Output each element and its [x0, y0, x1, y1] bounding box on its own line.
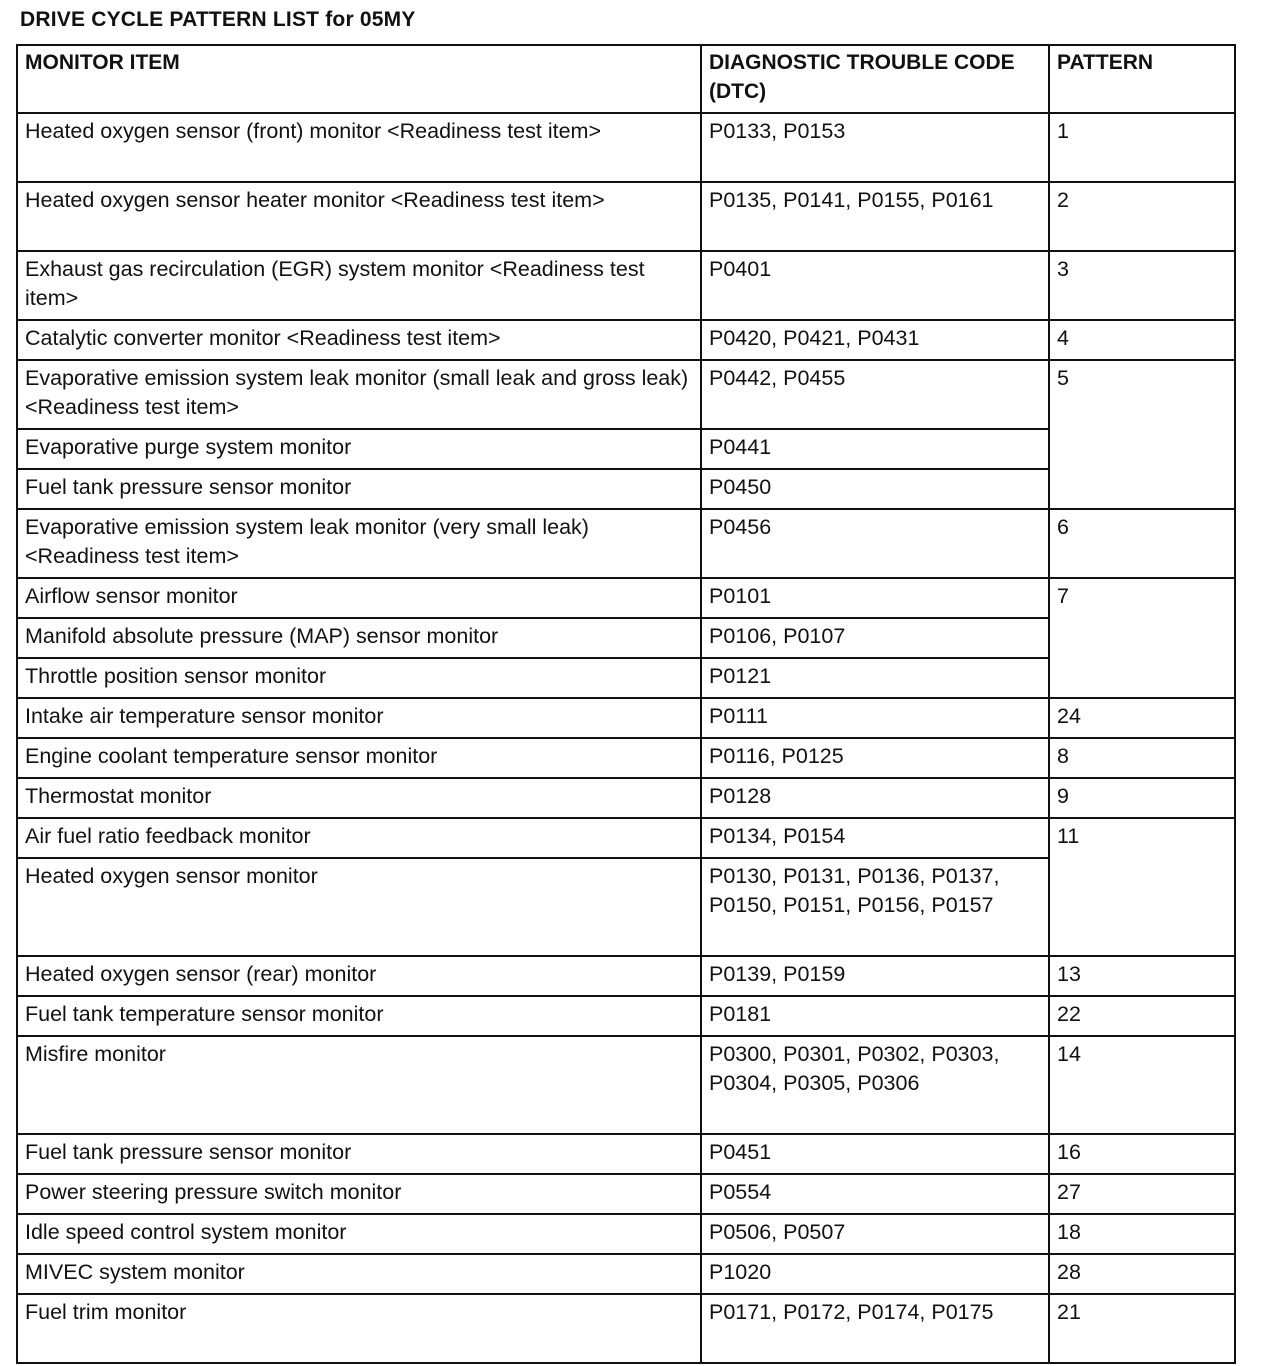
table-row	[17, 1294, 1235, 1363]
pattern-cell: 27	[1049, 1174, 1235, 1214]
table-row	[17, 818, 1235, 858]
table-row	[17, 996, 1235, 1036]
table-row	[17, 738, 1235, 778]
pattern-cell: 8	[1049, 738, 1235, 778]
monitor-cell: Misfire monitor	[17, 1036, 701, 1134]
pattern-cell: 11	[1049, 818, 1235, 956]
monitor-cell: Evaporative emission system leak monitor (small leak and gross leak) <Readiness test item>	[17, 360, 701, 429]
pattern-cell: 14	[1049, 1036, 1235, 1134]
monitor-cell: Power steering pressure switch monitor	[17, 1174, 701, 1214]
pattern-cell: 21	[1049, 1294, 1235, 1363]
dtc-cell: P0300, P0301, P0302, P0303, P0304, P0305, P0306	[701, 1036, 1049, 1134]
monitor-cell: Heated oxygen sensor monitor	[17, 858, 701, 956]
dtc-cell: P0451	[701, 1134, 1049, 1174]
table-header-row	[17, 45, 1235, 113]
monitor-cell: Heated oxygen sensor heater monitor <Readiness test item>	[17, 182, 701, 251]
dtc-cell: P0554	[701, 1174, 1049, 1214]
monitor-cell: Thermostat monitor	[17, 778, 701, 818]
table-row	[17, 360, 1235, 429]
table-row	[17, 1174, 1235, 1214]
table-row	[17, 1214, 1235, 1254]
monitor-cell: Fuel tank pressure sensor monitor	[17, 469, 701, 509]
pattern-cell: 4	[1049, 320, 1235, 360]
table-row	[17, 778, 1235, 818]
table-row	[17, 1134, 1235, 1174]
dtc-cell: P0128	[701, 778, 1049, 818]
document-title: DRIVE CYCLE PATTERN LIST for 05MY	[20, 8, 416, 31]
dtc-cell: P0442, P0455	[701, 360, 1049, 429]
pattern-cell: 9	[1049, 778, 1235, 818]
monitor-cell: Airflow sensor monitor	[17, 578, 701, 618]
dtc-cell: P0133, P0153	[701, 113, 1049, 182]
table-row	[17, 251, 1235, 320]
dtc-cell: P0135, P0141, P0155, P0161	[701, 182, 1049, 251]
table-row	[17, 1254, 1235, 1294]
monitor-cell: Evaporative emission system leak monitor (very small leak) <Readiness test item>	[17, 509, 701, 578]
table-row	[17, 698, 1235, 738]
header-pattern: PATTERN	[1049, 45, 1235, 113]
monitor-cell: Fuel tank temperature sensor monitor	[17, 996, 701, 1036]
pattern-cell: 3	[1049, 251, 1235, 320]
dtc-cell: P0130, P0131, P0136, P0137, P0150, P0151, P0156, P0157	[701, 858, 1049, 956]
dtc-cell: P0101	[701, 578, 1049, 618]
monitor-cell: Heated oxygen sensor (front) monitor <Readiness test item>	[17, 113, 701, 182]
monitor-cell: Heated oxygen sensor (rear) monitor	[17, 956, 701, 996]
dtc-cell: P0450	[701, 469, 1049, 509]
dtc-cell: P0441	[701, 429, 1049, 469]
pattern-cell: 6	[1049, 509, 1235, 578]
monitor-cell: Fuel trim monitor	[17, 1294, 701, 1363]
dtc-cell: P0116, P0125	[701, 738, 1049, 778]
pattern-cell: 5	[1049, 360, 1235, 509]
dtc-cell: P0456	[701, 509, 1049, 578]
dtc-cell: P0139, P0159	[701, 956, 1049, 996]
pattern-cell: 7	[1049, 578, 1235, 698]
dtc-cell: P0181	[701, 996, 1049, 1036]
table-row	[17, 1036, 1235, 1134]
table-row	[17, 956, 1235, 996]
dtc-cell: P0134, P0154	[701, 818, 1049, 858]
monitor-cell: Catalytic converter monitor <Readiness test item>	[17, 320, 701, 360]
header-monitor-item: MONITOR ITEM	[17, 45, 701, 113]
dtc-cell: P0506, P0507	[701, 1214, 1049, 1254]
monitor-cell: Intake air temperature sensor monitor	[17, 698, 701, 738]
dtc-cell: P0420, P0421, P0431	[701, 320, 1049, 360]
monitor-cell: Idle speed control system monitor	[17, 1214, 701, 1254]
pattern-cell: 2	[1049, 182, 1235, 251]
table-row	[17, 182, 1235, 251]
pattern-cell: 18	[1049, 1214, 1235, 1254]
monitor-cell: Engine coolant temperature sensor monitor	[17, 738, 701, 778]
dtc-cell: P1020	[701, 1254, 1049, 1294]
dtc-cell: P0121	[701, 658, 1049, 698]
dtc-cell: P0111	[701, 698, 1049, 738]
pattern-cell: 16	[1049, 1134, 1235, 1174]
monitor-cell: Exhaust gas recirculation (EGR) system monitor <Readiness test item>	[17, 251, 701, 320]
pattern-cell: 13	[1049, 956, 1235, 996]
monitor-cell: Evaporative purge system monitor	[17, 429, 701, 469]
pattern-cell: 22	[1049, 996, 1235, 1036]
table-row	[17, 320, 1235, 360]
table-row	[17, 578, 1235, 618]
dtc-cell: P0171, P0172, P0174, P0175	[701, 1294, 1049, 1363]
header-dtc: DIAGNOSTIC TROUBLE CODE (DTC)	[701, 45, 1049, 113]
table-row	[17, 509, 1235, 578]
monitor-cell: Air fuel ratio feedback monitor	[17, 818, 701, 858]
pattern-cell: 24	[1049, 698, 1235, 738]
monitor-cell: MIVEC system monitor	[17, 1254, 701, 1294]
pattern-cell: 28	[1049, 1254, 1235, 1294]
pattern-cell: 1	[1049, 113, 1235, 182]
dtc-cell: P0401	[701, 251, 1049, 320]
monitor-cell: Manifold absolute pressure (MAP) sensor monitor	[17, 618, 701, 658]
dtc-cell: P0106, P0107	[701, 618, 1049, 658]
monitor-cell: Fuel tank pressure sensor monitor	[17, 1134, 701, 1174]
drive-cycle-pattern-table	[16, 44, 1236, 1364]
table-row	[17, 113, 1235, 182]
monitor-cell: Throttle position sensor monitor	[17, 658, 701, 698]
